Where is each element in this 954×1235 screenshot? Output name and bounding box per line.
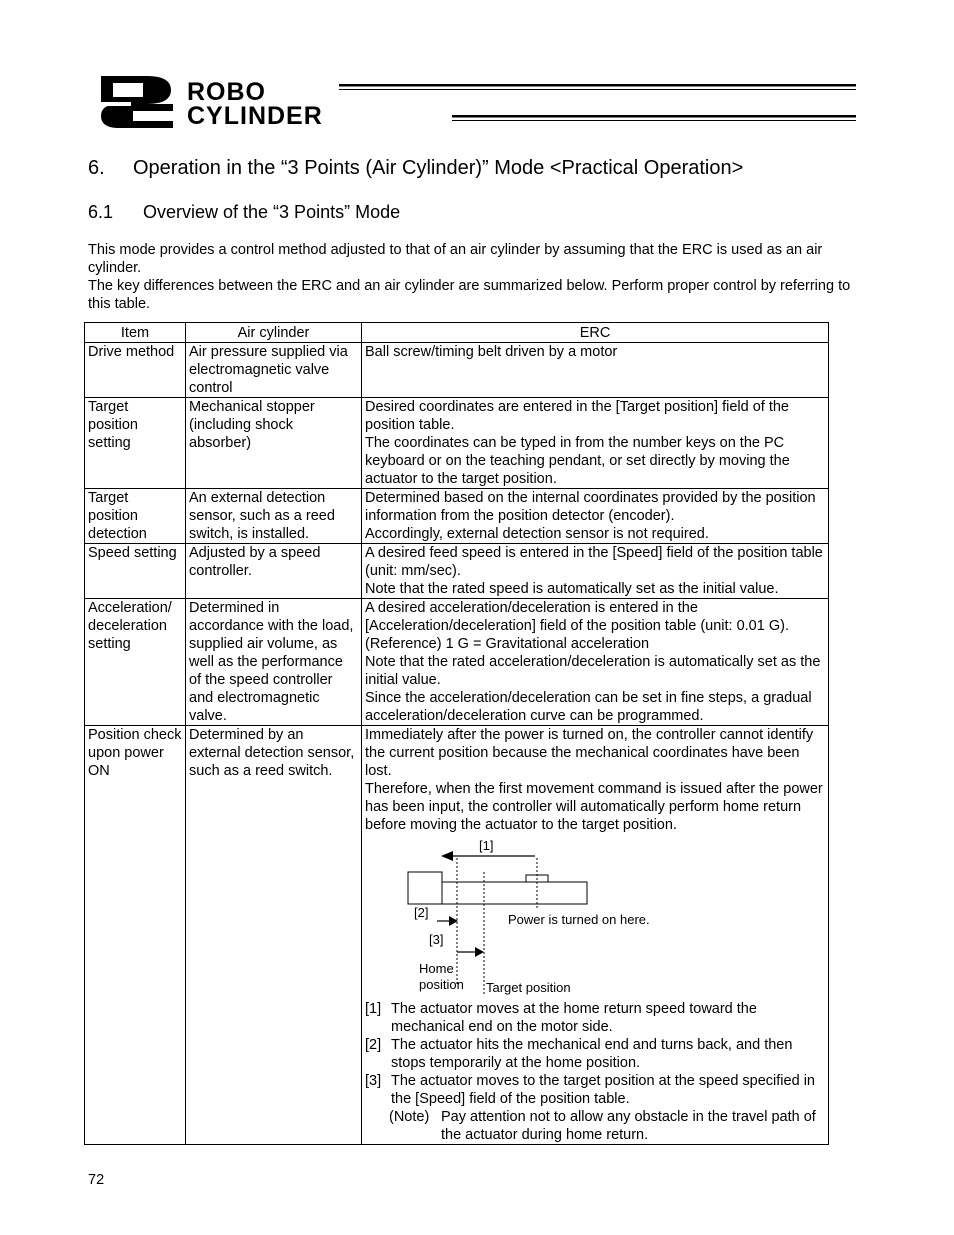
logo-rule-bottom-thick: [452, 115, 856, 118]
logo-rule-top-thick: [339, 84, 856, 87]
row-item: Position check upon power ON: [85, 726, 186, 1145]
table-row: [85, 726, 829, 1145]
erc-line: Desired coordinates are entered in the [Target position] field of the position table.: [365, 399, 789, 433]
row-item: Acceleration/ deceleration setting: [85, 599, 186, 726]
step-tag: [3]: [365, 1073, 382, 1089]
erc-line: Accordingly, external detection sensor is not required.: [365, 526, 709, 542]
rc-monogram: [101, 76, 173, 128]
intro-paragraph: This mode provides a control method adjusted to that of an air cylinder by assuming that the ERC is used as an air cylinder.: [88, 242, 823, 276]
row-erc: [362, 544, 829, 599]
step-text: The actuator moves to the target position at the speed specified in the [Speed] field of the position table.: [391, 1073, 815, 1107]
erc-line: Since the acceleration/deceleration can be set in fine steps, a gradual acceleration/deceleration curve can be programmed.: [365, 690, 812, 724]
table-row: [85, 489, 829, 544]
home-label-line1: Home: [419, 961, 454, 976]
intro-text: [88, 241, 868, 313]
target-position-label: Target position: [486, 980, 571, 995]
home-return-steps: [365, 1000, 825, 1108]
header-air-cylinder: Air cylinder: [186, 323, 362, 343]
row-erc: [362, 489, 829, 544]
step-tag: [2]: [365, 1037, 382, 1053]
table-row: [85, 599, 829, 726]
erc-line: Note that the rated acceleration/deceleration is automatically set as the initial value.: [365, 654, 821, 688]
erc-line: Immediately after the power is turned on, the controller cannot identify the current position because the mechanical coordinates have been lost.: [365, 727, 814, 779]
step-item: [365, 1000, 825, 1036]
step-item: [365, 1036, 825, 1072]
step-text: The actuator moves at the home return speed toward the mechanical end on the motor side.: [391, 1001, 757, 1035]
row-item: Drive method: [85, 343, 186, 398]
intro-paragraph: The key differences between the ERC and an air cylinder are summarized below. Perform proper control by referring to this table.: [88, 278, 851, 312]
power-on-label: Power is turned on here.: [508, 912, 650, 927]
row-air: An external detection sensor, such as a reed switch, is installed.: [186, 489, 362, 544]
erc-line: Ball screw/timing belt driven by a motor: [365, 344, 618, 360]
erc-line: The coordinates can be typed in from the number keys on the PC keyboard or on the teaching pendant, or set directly by moving the actuator to the target position.: [365, 435, 790, 487]
row-item: Target position setting: [85, 398, 186, 489]
header-erc: ERC: [362, 323, 829, 343]
section-number: 6.: [88, 157, 105, 179]
diagram-label-3: [3]: [429, 932, 444, 947]
subsection-number: 6.1: [88, 202, 114, 222]
diagram-label-1: [1]: [479, 838, 494, 853]
step-text: The actuator hits the mechanical end and turns back, and then stops temporarily at the home position.: [391, 1037, 793, 1071]
motor-block: [408, 872, 442, 904]
step-item: [365, 1072, 825, 1108]
erc-line: Note that the rated speed is automatically set as the initial value.: [365, 581, 779, 597]
logo-line2: CYLINDER: [187, 102, 323, 130]
arrow-1-head: [441, 851, 453, 861]
subsection-heading: [88, 202, 400, 223]
logo-line1: ROBO: [187, 78, 266, 106]
arrow-2-head: [449, 916, 458, 926]
erc-line: (Reference) 1 G = Gravitational acceleration: [365, 636, 650, 652]
row-erc: [362, 343, 829, 398]
erc-line: A desired feed speed is entered in the [Speed] field of the position table (unit: mm/sec).: [365, 545, 823, 579]
logo-rule-bottom-thin: [452, 120, 856, 121]
row-item: Target position detection: [85, 489, 186, 544]
erc-line: A desired acceleration/deceleration is entered in the [Acceleration/deceleration] field of the position table (unit: 0.01 G).: [365, 600, 789, 634]
erc-line: Determined based on the internal coordinates provided by the position information from the position detector (encoder).: [365, 490, 816, 524]
row-erc: [362, 398, 829, 489]
row-air: Determined in accordance with the load, supplied air volume, as well as the performance of the speed controller and electromagnetic valve.: [186, 599, 362, 726]
header-item: Item: [85, 323, 186, 343]
note-block: [365, 1108, 825, 1144]
step-tag: [1]: [365, 1001, 382, 1017]
table-header-row: [85, 323, 829, 343]
table-row: [85, 343, 829, 398]
actuator-body: [442, 882, 587, 904]
row-air: Air pressure supplied via electromagnetic valve control: [186, 343, 362, 398]
note-text: Pay attention not to allow any obstacle in the travel path of the actuator during home return.: [441, 1109, 816, 1143]
robo-cylinder-logo: [99, 74, 859, 134]
erc-line: Therefore, when the first movement command is issued after the power has been input, the controller will automatically perform home return before moving the actuator to the target position.: [365, 781, 823, 833]
table-row: [85, 544, 829, 599]
comparison-table: [84, 322, 829, 1145]
row-air: Mechanical stopper (including shock absorber): [186, 398, 362, 489]
row-erc: [362, 599, 829, 726]
subsection-title: Overview of the “3 Points” Mode: [143, 202, 401, 222]
page-number: 72: [88, 1172, 105, 1188]
home-return-diagram: [365, 836, 665, 996]
home-label-line2: position: [419, 977, 464, 992]
row-air: Adjusted by a speed controller.: [186, 544, 362, 599]
row-erc: [362, 726, 829, 1145]
diagram-label-2: [2]: [414, 905, 429, 920]
row-air: Determined by an external detection sensor, such as a reed switch.: [186, 726, 362, 1145]
row-item: Speed setting: [85, 544, 186, 599]
section-heading: [88, 157, 743, 180]
note-tag: (Note): [389, 1109, 430, 1125]
arrow-3-head: [475, 947, 484, 957]
table-row: [85, 398, 829, 489]
logo-rule-top-thin: [339, 89, 856, 90]
section-title: Operation in the “3 Points (Air Cylinder)” Mode <Practical Operation>: [133, 157, 744, 179]
